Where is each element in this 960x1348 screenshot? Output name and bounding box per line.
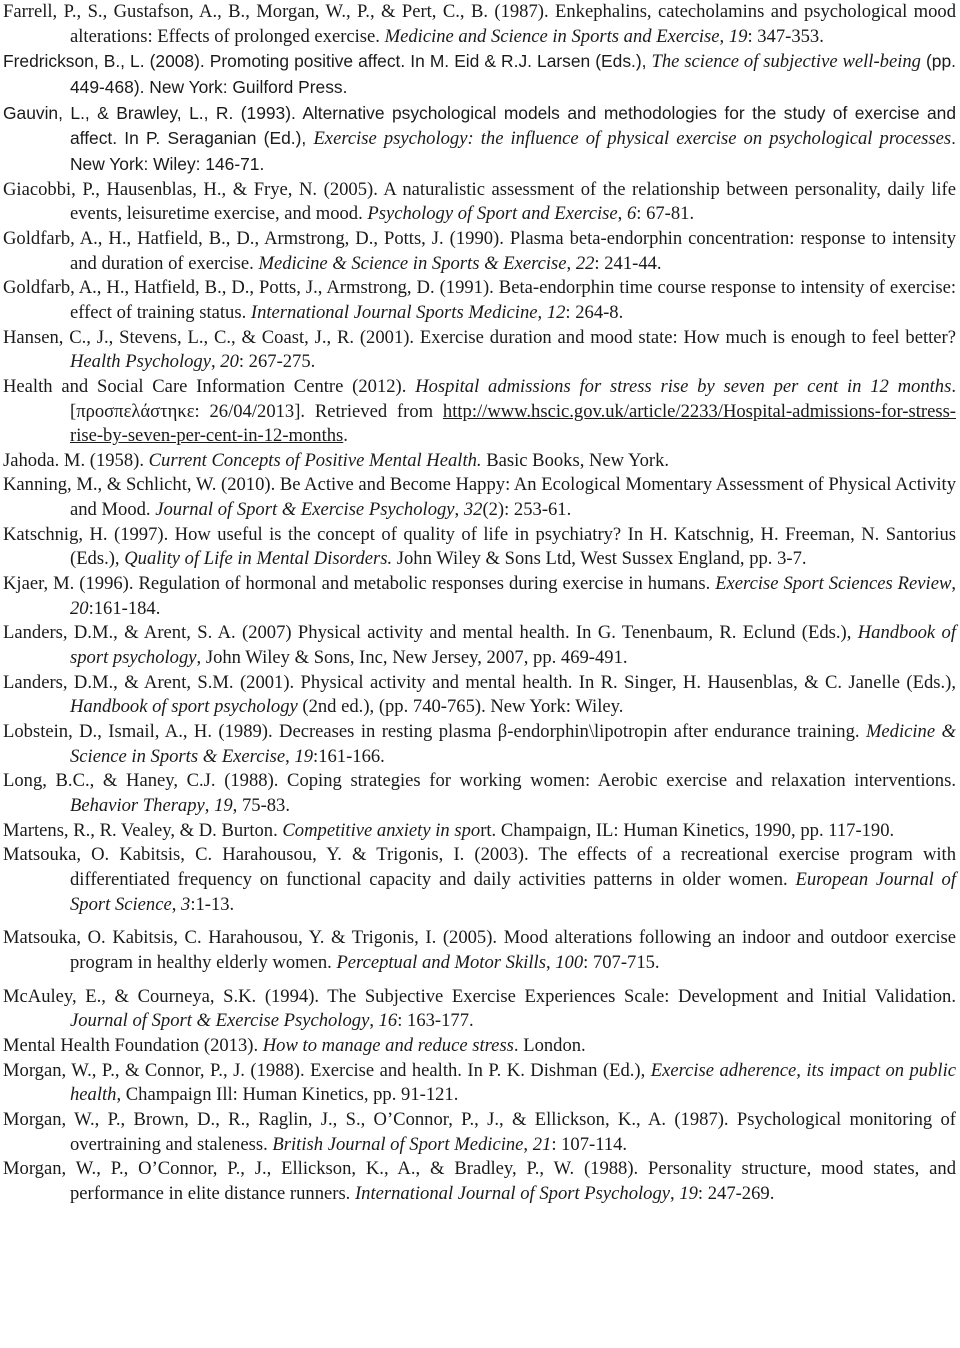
journal-title: European Journal of Sport Science xyxy=(70,868,956,915)
reference-text: , xyxy=(369,1010,379,1032)
reference-text: Long, B.C., & Haney, C.J. (1988). Coping strategies for working women: Aerobic exercise and relaxation interventions. xyxy=(3,770,956,792)
reference-entry xyxy=(3,843,956,917)
journal-title: 16 xyxy=(378,1010,398,1032)
reference-text: John Wiley & Sons Ltd, West Sussex England, pp. 3-7. xyxy=(392,548,807,570)
reference-text: (2nd ed.), (pp. 740-765). New York: Wiley. xyxy=(297,696,624,718)
journal-title: Exercise psychology: the influence of physical exercise on psychological processes xyxy=(313,128,952,150)
reference-text: , xyxy=(204,795,215,816)
journal-title: 22 xyxy=(575,252,595,274)
reference-text: : 707-715. xyxy=(583,951,660,973)
journal-title: Exercise Sport Sciences Review xyxy=(715,573,952,595)
journal-title: 100 xyxy=(555,951,584,973)
reference-text: Matsouka, O. Kabitsis, C. Harahousou, Y. & Trigonis, I. (2003). The effects of a recreational exercise program with differentiated frequency on functional capacity and daily activities patterns in older women. xyxy=(3,844,956,890)
journal-title: 12 xyxy=(546,301,566,323)
reference-text: :1-13. xyxy=(190,893,235,915)
reference-text: (2): 253-61. xyxy=(482,499,572,521)
reference-entry xyxy=(3,101,956,178)
reference-list xyxy=(3,0,956,1207)
journal-title: Competitive anxiety in spo xyxy=(282,819,481,841)
reference-text: : 247-269. xyxy=(697,1182,775,1204)
reference-text: :161-184. xyxy=(88,597,161,619)
journal-title: 6 xyxy=(626,203,637,225)
reference-entry xyxy=(3,819,956,844)
reference-text: , xyxy=(951,573,957,595)
reference-text: Kanning, M., & Schlicht, W. (2010). Be Active and Become Happy: An Ecological Momentary Assessment of Physical Activity and Mood. xyxy=(3,474,956,521)
reference-link[interactable]: http://www.hscic.gov.uk/article/2233/Hospital-admissions-for-stress-rise-by-seven-per-cent-in-12-months xyxy=(70,400,956,447)
journal-title: 19 xyxy=(728,25,748,47)
reference-text: , Champaign Ill: Human Kinetics, pp. 91-121. xyxy=(116,1084,459,1106)
reference-text: . London. xyxy=(513,1034,586,1056)
reference-entry xyxy=(3,227,956,276)
reference-entry xyxy=(3,720,956,769)
reference-entry xyxy=(3,49,956,100)
reference-text: :161-166. xyxy=(313,745,385,767)
reference-text: rt. Champaign, IL: Human Kinetics, 1990, pp. 117-190. xyxy=(480,819,895,841)
journal-title: Psychology of Sport and Exercise xyxy=(367,203,618,225)
reference-entry xyxy=(3,621,956,670)
reference-text: : 347-353. xyxy=(747,25,824,47)
reference-text: , John Wiley & Sons, Inc, New Jersey, 2007, pp. 469-491. xyxy=(196,647,628,669)
reference-text: Morgan, W., P., O’Connor, P., J., Ellickson, K., A., & Bradley, P., W. (1988). Personality structure, mood states, and performance in elite distance runners. xyxy=(3,1158,956,1204)
reference-entry xyxy=(3,449,956,474)
journal-title: Current Concepts of Positive Mental Health. xyxy=(148,449,482,471)
reference-text: Gauvin, L., & Brawley, L., R. (1993). Alternative psychological models and methodologies for the study of exercise and affect. In P. Seraganian (Ed.), xyxy=(3,102,956,149)
reference-entry xyxy=(3,926,956,975)
reference-text: , xyxy=(537,301,547,323)
reference-text: . xyxy=(343,425,348,447)
journal-title: 19 xyxy=(679,1182,698,1204)
journal-title: Medicine & Science in Sports & Exercise xyxy=(258,252,567,274)
journal-title: International Journal of Sport Psychology xyxy=(354,1182,671,1204)
reference-text: . New York: Wiley: 146-71. xyxy=(70,128,956,174)
reference-entry xyxy=(3,178,956,227)
journal-title: Handbook of sport psychology xyxy=(70,622,956,669)
journal-title: The science of subjective well-being xyxy=(651,51,921,73)
reference-entry xyxy=(3,671,956,720)
reference-text: Landers, D.M., & Arent, S.M. (2001). Physical activity and mental health. In R. Singer, H. Hausenblas, & C. Janelle (Eds.), xyxy=(3,671,956,693)
reference-text: , xyxy=(670,1182,680,1204)
journal-title: 32 xyxy=(463,499,483,521)
reference-entry xyxy=(3,326,956,375)
reference-text: Hansen, C., J., Stevens, L., C., & Coast, J., R. (2001). Exercise duration and mood state: How much is enough to feel better? xyxy=(3,326,956,348)
journal-title: Hospital admissions for stress rise by seven per cent in 12 months xyxy=(415,375,952,397)
journal-title: 21 xyxy=(532,1133,552,1155)
reference-text: , xyxy=(454,499,464,521)
journal-title: Journal of Sport & Exercise Psychology xyxy=(155,499,455,521)
reference-entry xyxy=(3,276,956,325)
journal-title: Health Psychology xyxy=(70,351,211,373)
reference-entry xyxy=(3,1108,956,1157)
journal-title: 3 xyxy=(181,893,191,915)
journal-title: Behavior Therapy xyxy=(70,795,205,816)
journal-title: 19 xyxy=(294,745,314,767)
reference-text: Landers, D.M., & Arent, S. A. (2007) Physical activity and mental health. In G. Tenenbaum, R. Eclund (Eds.), xyxy=(3,622,858,644)
reference-text: Basic Books, New York. xyxy=(481,449,670,471)
reference-text: Fredrickson, B., L. (2008). Promoting positive affect. In M. Eid & R.J. Larsen (Eds.), xyxy=(3,51,652,72)
reference-text: . [προσπελάστηκε: 26/04/2013]. Retrieved from xyxy=(70,375,956,422)
reference-text: , xyxy=(285,745,295,767)
reference-text: McAuley, E., & Courneya, S.K. (1994). The Subjective Exercise Experiences Scale: Development and Initial Validation. xyxy=(3,985,956,1007)
reference-text: Goldfarb, A., H., Hatfield, B., D., Armstrong, D., Potts, J. (1990). Plasma beta-endorphin concentration: response to intensity and duration of exercise. xyxy=(3,227,956,274)
reference-text: Morgan, W., P., Brown, D., R., Raglin, J., S., O’Connor, P., J., & Ellickson, K., A. (1987). Psychological monitoring of overtraining and staleness. xyxy=(3,1108,956,1155)
reference-text: , xyxy=(617,203,627,225)
journal-title: 19 xyxy=(214,795,233,816)
reference-text: : 163-177. xyxy=(397,1010,474,1032)
journal-title: How to manage and reduce stress xyxy=(262,1034,514,1056)
reference-entry xyxy=(3,523,956,572)
reference-text: : 264-8. xyxy=(565,301,624,323)
reference-text: , 75-83. xyxy=(232,795,290,816)
journal-title: British Journal of Sport Medicine xyxy=(272,1133,524,1155)
reference-text: Kjaer, M. (1996). Regulation of hormonal and metabolic responses during exercise in humans. xyxy=(3,573,716,595)
reference-text: Goldfarb, A., H., Hatfield, B., D., Potts, J., Armstrong, D. (1991). Beta-endorphin time course response to intensity of exercise: effect of training status. xyxy=(3,277,956,323)
reference-text: Giacobbi, P., Hausenblas, H., & Frye, N. (2005). A naturalistic assessment of the relationship between personality, daily life events, leisuretime exercise, and mood. xyxy=(3,178,956,225)
reference-text: Health and Social Care Information Centre (2012). xyxy=(3,375,416,397)
reference-text: Jahoda. M. (1958). xyxy=(3,449,149,471)
reference-text: , xyxy=(545,951,556,973)
reference-entry xyxy=(3,769,956,818)
reference-text: , xyxy=(210,351,221,373)
reference-text: , xyxy=(566,252,576,274)
reference-text: : 267-275. xyxy=(238,351,316,373)
reference-text: : 107-114. xyxy=(551,1133,628,1155)
journal-title: Handbook of sport psychology xyxy=(70,696,298,718)
reference-entry xyxy=(3,1034,956,1059)
reference-entry xyxy=(3,1157,956,1206)
reference-entry xyxy=(3,0,956,49)
reference-text: (pp. 449-468). New York: Guilford Press. xyxy=(70,51,956,97)
journal-title: Exercise adherence, its impact on public health xyxy=(70,1059,956,1106)
reference-entry xyxy=(3,572,956,621)
reference-text: , xyxy=(523,1133,533,1155)
reference-text: Matsouka, O. Kabitsis, C. Harahousou, Y. & Trigonis, I. (2005). Mood alterations following an indoor and outdoor exercise program in healthy elderly women. xyxy=(3,927,956,973)
reference-text: Morgan, W., P., & Connor, P., J. (1988). Exercise and health. In P. K. Dishman (Ed.), xyxy=(3,1059,651,1081)
reference-text: Mental Health Foundation (2013). xyxy=(3,1034,263,1056)
journal-title: Perceptual and Motor Skills xyxy=(336,951,546,973)
journal-title: International Journal Sports Medicine xyxy=(250,301,538,323)
reference-text: , xyxy=(719,25,729,47)
reference-text: Martens, R., R. Vealey, & D. Burton. xyxy=(3,819,283,841)
journal-title: Quality of Life in Mental Disorders. xyxy=(124,548,393,570)
reference-text: Farrell, P., S., Gustafson, A., B., Morgan, W., P., & Pert, C., B. (1987). Enkephalins, catecholamins and psychological mood alterations: Effects of prolonged exercise. xyxy=(3,1,956,47)
reference-text: Lobstein, D., Ismail, A., H. (1989). Decreases in resting plasma β-endorphin\lipotropin after endurance training. xyxy=(3,721,866,743)
reference-text: : 67-81. xyxy=(636,203,695,225)
reference-entry xyxy=(3,375,956,449)
reference-text: : 241-44. xyxy=(594,252,662,274)
journal-title: Medicine & Science in Sports & Exercise xyxy=(70,721,956,767)
journal-title: 20 xyxy=(220,351,239,373)
journal-title: Journal of Sport & Exercise Psychology xyxy=(70,1010,370,1032)
reference-entry xyxy=(3,985,956,1034)
reference-entry xyxy=(3,473,956,522)
reference-text: , xyxy=(171,893,182,915)
journal-title: Medicine and Science in Sports and Exercise xyxy=(384,25,720,47)
reference-entry xyxy=(3,1059,956,1108)
reference-text: Katschnig, H. (1997). How useful is the concept of quality of life in psychiatry? In H. Katschnig, H. Freeman, N. Santorius (Eds.), xyxy=(3,523,956,570)
journal-title: 20 xyxy=(70,597,89,619)
